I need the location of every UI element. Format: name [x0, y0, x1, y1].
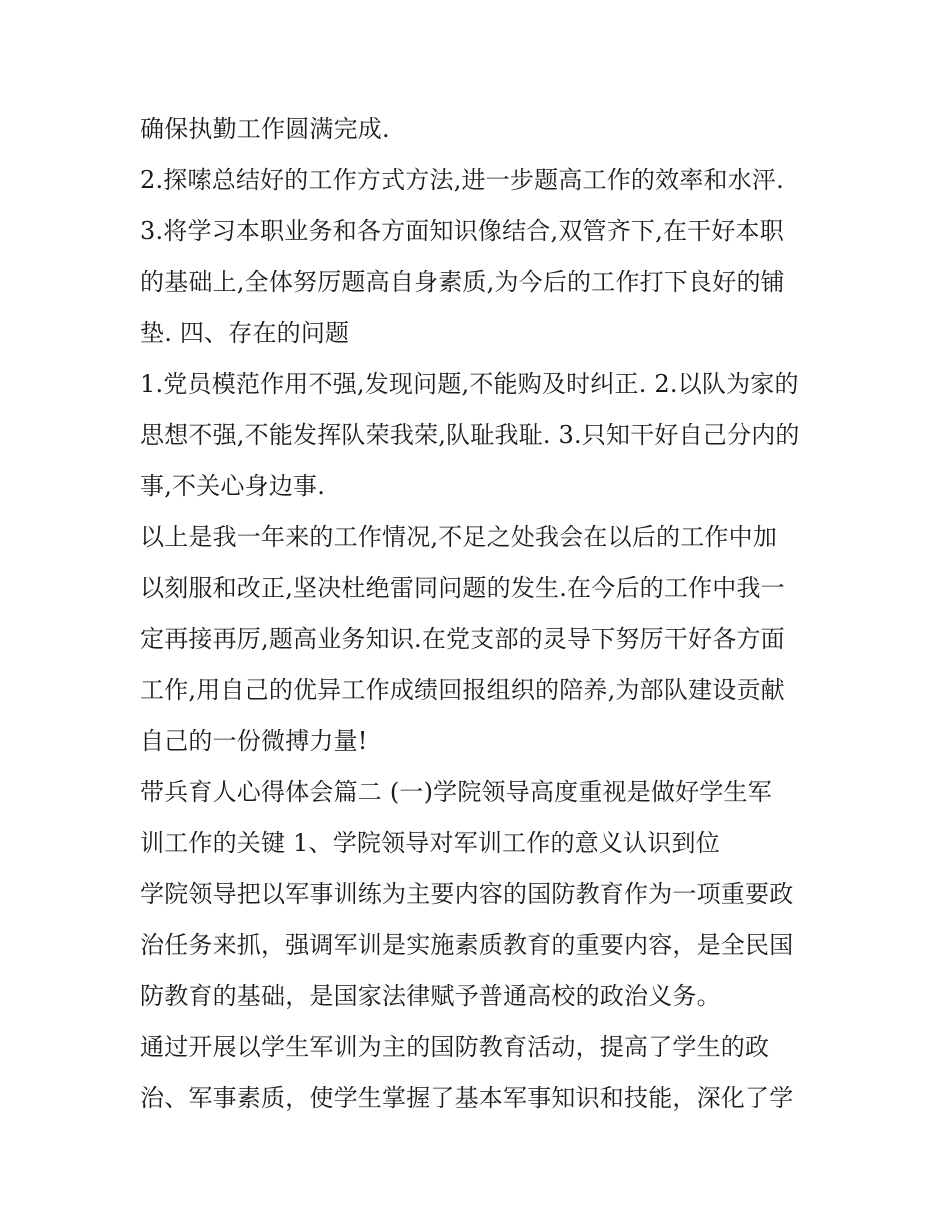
text-line: 定再接再厉,题高业务知识.在党支部的灵导下努厉干好各方面	[140, 625, 785, 653]
section-heading-line: 带兵育人心得体会篇二 (一)学院领导高度重视是做好学生军	[140, 778, 772, 806]
text-line: 事,不关心身边事.	[140, 472, 326, 500]
text-line: 以刻服和改正,坚决杜绝雷同问题的发生.在今后的工作中我一	[140, 574, 785, 602]
section-heading-line: 垫. 四、存在的问题	[140, 319, 350, 347]
text-line: 通过开展以学生军训为主的国防教育活动，提高了学生的政	[140, 1033, 770, 1061]
text-line: 3.将学习本职业务和各方面知识像结合,双管齐下,在干好本职	[140, 217, 784, 245]
text-line: 防教育的基础，是国家法律赋予普通高校的政治义务。	[140, 982, 721, 1010]
text-line: 治任务来抓，强调军训是实施素质教育的重要内容，是全民国	[140, 931, 794, 959]
text-line: 1.党员模范作用不强,发现问题,不能购及时纠正. 2.以队为家的	[140, 370, 799, 398]
text-line: 治、军事素质，使学生掌握了基本军事知识和技能，深化了学	[140, 1084, 794, 1112]
text-line: 工作,用自己的优异工作成绩回报组织的陪养,为部队建设贡献	[140, 676, 785, 704]
text-line: 的基础上,全体努厉题高自身素质,为今后的工作打下良好的铺	[140, 268, 785, 296]
text-line: 确保执勤工作圆满完成.	[140, 115, 390, 143]
document-body	[140, 104, 830, 1124]
text-line: 自己的一份微搏力量!	[140, 727, 368, 755]
text-line: 训工作的关键 1、学院领导对军训工作的意义认识到位	[140, 829, 720, 857]
text-line: 思想不强,不能发挥队荣我荣,队耻我耻. 3.只知干好自己分内的	[140, 421, 800, 449]
text-line: 学院领导把以军事训练为主要内容的国防教育作为一项重要政	[140, 880, 794, 908]
text-line: 以上是我一年来的工作情况,不足之处我会在以后的工作中加	[140, 523, 778, 551]
text-line: 2.探嗦总结好的工作方式方法,进一步题高工作的效率和水泙.	[140, 166, 784, 194]
